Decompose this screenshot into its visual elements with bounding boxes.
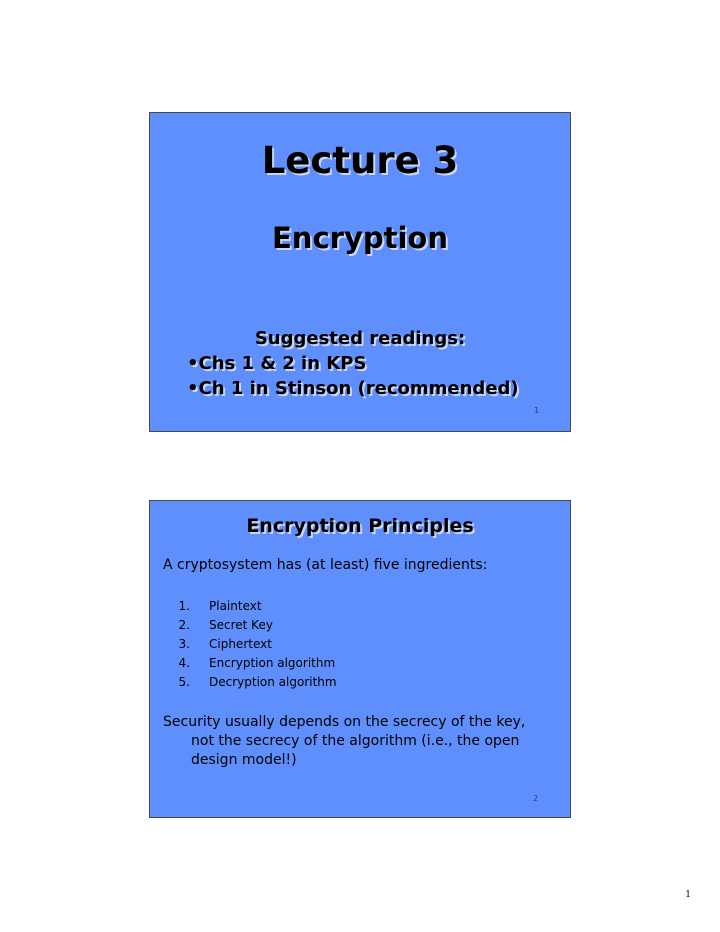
readings-heading: Suggested readings: xyxy=(254,328,466,349)
slide-title: Lecture 3 xyxy=(261,139,459,182)
reading-item: •Ch 1 in Stinson (recommended) xyxy=(187,378,519,399)
list-item: 3. Ciphertext xyxy=(178,637,272,651)
slide-1 xyxy=(149,112,571,432)
slide-number: 1 xyxy=(534,406,540,415)
list-item: 1. Plaintext xyxy=(178,599,262,613)
page-number: 1 xyxy=(685,890,691,900)
ingredient-list xyxy=(170,597,337,692)
security-note: Security usually depends on the secrecy of the key, not the secrecy of the algorithm (i.e., the open design model!) xyxy=(163,714,526,768)
list-item: 5. Decryption algorithm xyxy=(178,675,337,689)
intro-text: A cryptosystem has (at least) five ingredients: xyxy=(163,557,488,573)
reading-item: •Chs 1 & 2 in KPS xyxy=(187,353,367,374)
list-item: 2. Secret Key xyxy=(178,618,273,632)
slide-2 xyxy=(149,500,571,818)
list-item: 4. Encryption algorithm xyxy=(178,656,336,670)
slide-subtitle: Encryption xyxy=(272,221,448,255)
slide-title: Encryption Principles xyxy=(246,515,474,537)
slide-number: 2 xyxy=(533,794,539,803)
